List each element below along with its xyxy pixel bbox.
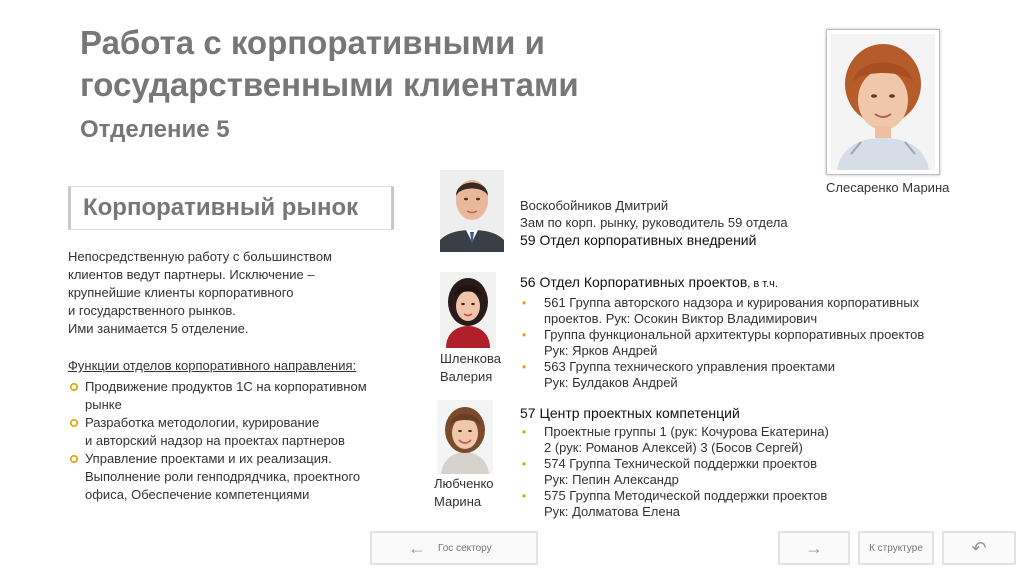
list-item-line: 574 Группа Технической поддержки проектов [544, 456, 818, 471]
function-item [68, 414, 408, 450]
bullet-dot-icon: • [522, 360, 527, 374]
dept-59-title: 59 Отдел корпоративных внедрений [520, 232, 757, 248]
dept-59-person: Воскобойников Дмитрий [520, 198, 669, 213]
head-person-name: Слесаренко Марина [826, 180, 950, 195]
head-person-photo [826, 29, 940, 175]
list-item-line: Рук: Булдаков Андрей [544, 375, 678, 390]
list-item [520, 295, 924, 327]
function-item [68, 378, 408, 414]
page-title [80, 22, 579, 106]
dept-57-title: 57 Центр проектных компетенций [520, 405, 740, 421]
list-item-line: 563 Группа технического управления проектами [544, 359, 835, 374]
dept-57-block [520, 404, 829, 520]
gos-sector-label: Гос сектору [438, 542, 492, 554]
bullet-icon [70, 419, 78, 427]
function-item-line: рынке [85, 397, 122, 412]
list-item-line: 575 Группа Методической поддержки проектов [544, 488, 828, 503]
dept-56-list [520, 295, 924, 391]
lyubchenko-caption-line: Марина [434, 494, 482, 509]
function-item-line: офиса, Обеспечение компетенциями [85, 487, 310, 502]
bullet-dot-icon: • [522, 425, 527, 439]
list-item-line: Рук: Пепин Александр [544, 472, 679, 487]
section-title: Корпоративный рынок [83, 194, 359, 221]
function-item-line: Управление проектами и их реализация. [85, 451, 332, 466]
structure-label: К структуре [869, 542, 923, 554]
intro-line: и государственного рынков. [68, 303, 236, 318]
function-item-line: и авторский надзор на проектах партнеров [85, 433, 345, 448]
bullet-dot-icon: • [522, 296, 527, 310]
list-item-line: Проектные группы 1 (рук: Кочурова Екатерина) [544, 424, 829, 439]
intro-line: крупнейшие клиенты корпоративного [68, 285, 294, 300]
head-person-portrait-image [831, 34, 935, 170]
functions-heading: Функции отделов корпоративного направления: [68, 358, 357, 373]
dept-56-title: 56 Отдел Корпоративных проектов [520, 274, 748, 290]
dept-56-heading [520, 273, 924, 293]
section-title-box [68, 186, 394, 230]
list-item-line: 561 Группа авторского надзора и курирования корпоративных [544, 295, 920, 310]
intro-line: клиентов ведут партнеры. Исключение – [68, 267, 315, 282]
function-item-line: Выполнение роли генподрядчика, проектного [85, 469, 361, 484]
page-subtitle: Отделение 5 [80, 116, 230, 143]
structure-button[interactable] [858, 531, 934, 565]
return-arrow-icon: ↶ [971, 538, 987, 558]
list-item-line: Рук: Долматова Елена [544, 504, 680, 519]
functions-list [68, 378, 408, 504]
list-item [520, 488, 829, 520]
bullet-dot-icon: • [522, 328, 527, 342]
arrow-left-icon: ← [408, 538, 426, 558]
list-item-line: Рук: Ярков Андрей [544, 343, 658, 358]
list-item-line: Группа функциональной архитектуры корпоративных проектов [544, 327, 925, 342]
dept-56-block [520, 273, 924, 391]
next-slide-button[interactable] [778, 531, 850, 565]
page-title-line-2: государственными клиентами [80, 66, 579, 103]
gos-sector-button[interactable] [370, 531, 538, 565]
intro-line: Ими занимается 5 отделение. [68, 321, 249, 336]
page-title-line-1: Работа с корпоративными и [80, 24, 545, 61]
arrow-right-icon: → [805, 538, 823, 558]
dept-59-block [520, 197, 788, 249]
dept-56-suffix: , в т.ч. [747, 278, 778, 290]
lyubchenko-caption [434, 475, 494, 511]
list-item [520, 327, 924, 359]
function-item [68, 450, 408, 504]
voskoboynikov-photo [440, 170, 504, 252]
shleenkova-caption-line: Валерия [440, 369, 493, 384]
lyubchenko-caption-line: Любченко [434, 476, 494, 491]
bullet-icon [70, 455, 78, 463]
list-item [520, 359, 924, 391]
list-item-line: проектов. Рук: Осокин Виктор Владимирович [544, 311, 818, 326]
list-item [520, 456, 829, 488]
bullet-icon [70, 383, 78, 391]
return-button[interactable] [942, 531, 1016, 565]
shleenkova-caption [440, 350, 501, 386]
bullet-dot-icon: • [522, 457, 527, 471]
shleenkova-photo [440, 272, 496, 348]
lyubchenko-photo [437, 400, 493, 474]
shleenkova-caption-line: Шленкова [440, 351, 501, 366]
section-intro [68, 248, 398, 338]
list-item-line: 2 (рук: Романов Алексей) 3 (Босов Сергей) [544, 440, 803, 455]
function-item-line: Разработка методологии, курирование [85, 415, 320, 430]
dept-57-list [520, 424, 829, 520]
list-item [520, 424, 829, 456]
dept-59-role: Зам по корп. рынку, руководитель 59 отдела [520, 215, 788, 230]
bullet-dot-icon: • [522, 489, 527, 503]
function-item-line: Продвижение продуктов 1С на корпоративном [85, 379, 367, 394]
intro-line: Непосредственную работу с большинством [68, 249, 332, 264]
